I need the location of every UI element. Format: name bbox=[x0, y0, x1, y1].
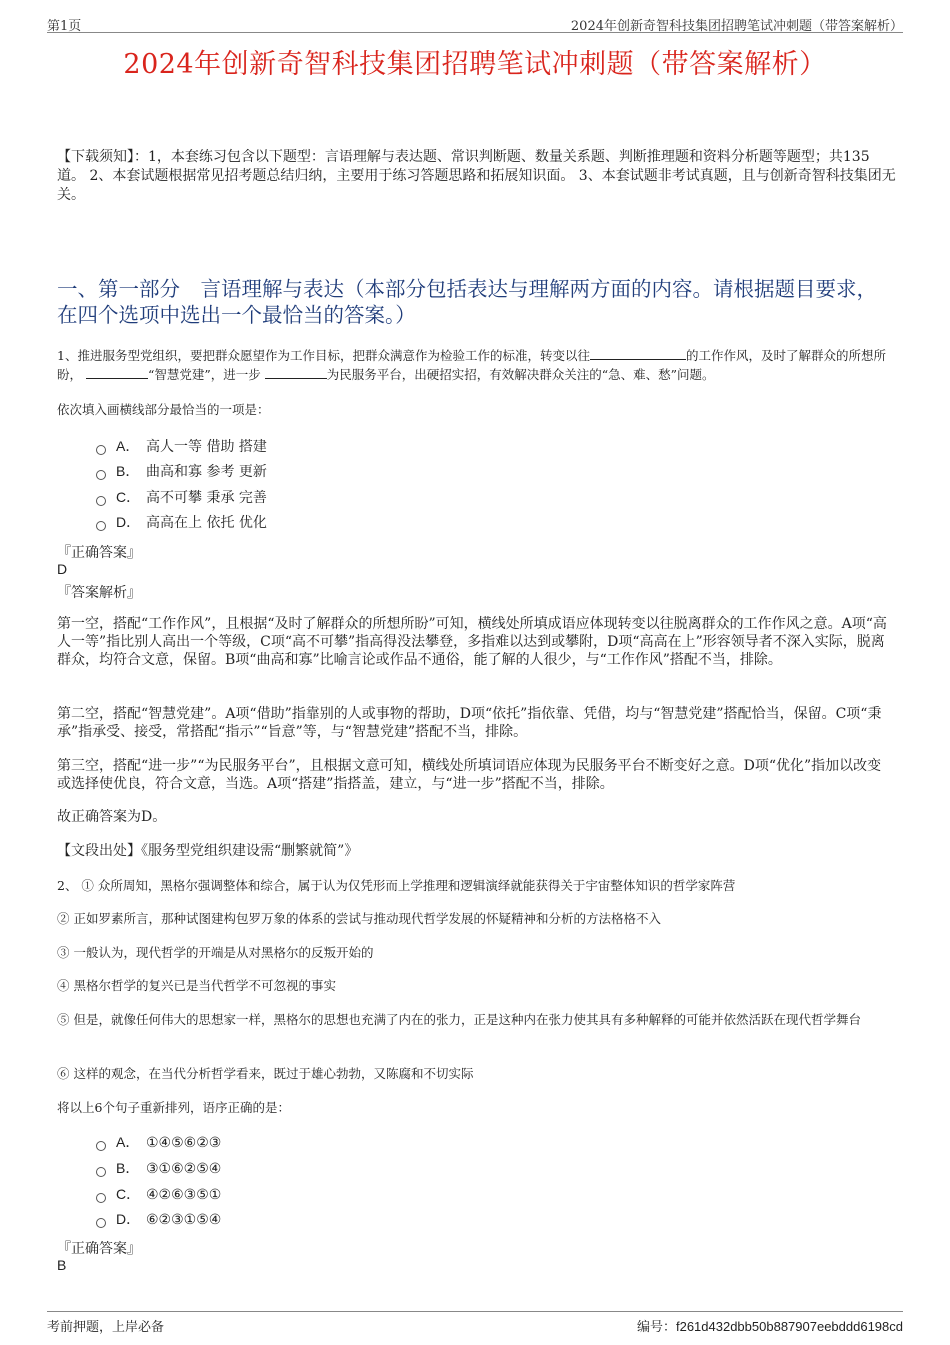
q2-option-b[interactable]: B． ③①⑥②⑤④ bbox=[96, 1157, 221, 1179]
q2-sentence-6: ⑥ 这样的观念，在当代分析哲学看来，既过于雄心勃勃，又陈腐和不切实际 bbox=[57, 1066, 474, 1081]
q2-option-c[interactable]: C． ④②⑥③⑤① bbox=[96, 1183, 221, 1205]
radio-icon[interactable] bbox=[96, 445, 106, 455]
page-header bbox=[47, 12, 903, 33]
q2-answer-label: 『正确答案』 bbox=[57, 1241, 141, 1257]
q2-sentence-2: ② 正如罗素所言，那种试图建构包罗万象的体系的尝试与推动现代哲学发展的怀疑精神和分析的方法格格不入 bbox=[57, 911, 661, 926]
q1-option-a[interactable]: A． 高人一等 借助 搭建 bbox=[96, 435, 267, 457]
footer-code: 编号：f261d432dbb50b887907eebddd6198cd bbox=[636, 1319, 903, 1335]
q2-sentence-5: ⑤ 但是，就像任何伟大的思想家一样，黑格尔的思想也充满了内在的张力，正是这种内在张力使其具有多种解释的可能并依然活跃在现代哲学舞台 bbox=[57, 1012, 861, 1027]
q1-option-b[interactable]: B． 曲高和寡 参考 更新 bbox=[96, 460, 267, 482]
q2-sentence-4: ④ 黑格尔哲学的复兴已是当代哲学不可忽视的事实 bbox=[57, 978, 336, 993]
document-title: 2024年创新奇智科技集团招聘笔试冲刺题（带答案解析） bbox=[123, 49, 827, 80]
radio-icon[interactable] bbox=[96, 496, 106, 506]
radio-icon[interactable] bbox=[96, 1167, 106, 1177]
q2-sentence-3: ③ 一般认为，现代哲学的开端是从对黑格尔的反叛开始的 bbox=[57, 945, 374, 960]
footer-slogan: 考前押题，上岸必备 bbox=[47, 1320, 165, 1335]
blank-3 bbox=[265, 366, 327, 379]
q1-text-2: 的工作作风，及时了解群众的所想所盼， bbox=[57, 348, 886, 382]
blank-1 bbox=[590, 347, 686, 360]
radio-icon[interactable] bbox=[96, 1193, 106, 1203]
q2-option-d[interactable]: D． ⑥②③①⑤④ bbox=[96, 1208, 221, 1230]
q1-text-1: 1、推进服务型党组织，要把群众愿望作为工作目标，把群众满意作为检验工作的标准，转变以往 bbox=[57, 348, 590, 363]
q1-option-c[interactable]: C． 高不可攀 秉承 完善 bbox=[96, 486, 267, 508]
radio-icon[interactable] bbox=[96, 470, 106, 480]
question-1-stem bbox=[57, 346, 897, 384]
download-notice: 【下载须知】：1，本套练习包含以下题型：言语理解与表达题、常识判断题、数量关系题、判断推理题和资料分析题等题型；共135道。 2、本套试题根据常见招考题总结归纳，主要用于练习答题思路和拓展知识面。 3、本套试题非考试真题，且与创新奇智科技集团无关。 bbox=[57, 149, 896, 203]
header-doc-title: 2024年创新奇智科技集团招聘笔试冲刺题（带答案解析） bbox=[570, 19, 903, 34]
q2-answer: B bbox=[57, 1257, 67, 1273]
q1-source: 【文段出处】《服务型党组织建设需“删繁就简”》 bbox=[57, 843, 359, 859]
q1-text-4: 为民服务平台，出硬招实招，有效解决群众关注的“急、难、愁”问题。 bbox=[326, 367, 715, 382]
q1-answer: D bbox=[57, 561, 68, 577]
page-number: 第1页 bbox=[47, 19, 82, 34]
section-heading: 一、第一部分 言语理解与表达（本部分包括表达与理解两方面的内容。请根据题目要求，在四个选项中选出一个最恰当的答案。） bbox=[57, 277, 877, 327]
q1-text-3: “智慧党建”，进一步 bbox=[148, 367, 261, 382]
radio-icon[interactable] bbox=[96, 1141, 106, 1151]
page-footer bbox=[47, 1311, 903, 1338]
q1-option-d[interactable]: D． 高高在上 依托 优化 bbox=[96, 511, 267, 533]
q1-analysis-3: 第三空，搭配“进一步”“为民服务平台”，且根据文意可知，横线处所填词语应体现为民服务平台不断变好之意。D项“优化”指加以改变或选择使优良，符合文意，当选。A项“搭建”指搭盖，建立，与“进一步”搭配不当，排除。 bbox=[57, 758, 882, 792]
q2-prompt: 将以上6个句子重新排列，语序正确的是： bbox=[57, 1100, 290, 1115]
radio-icon[interactable] bbox=[96, 521, 106, 531]
blank-2 bbox=[86, 366, 148, 379]
question-1-prompt: 依次填入画横线部分最恰当的一项是： bbox=[57, 402, 270, 417]
radio-icon[interactable] bbox=[96, 1218, 106, 1228]
q1-analysis-1: 第一空，搭配“工作作风”，且根据“及时了解群众的所想所盼”可知，横线处所填成语应体现转变以往脱离群众的工作作风之意。A项“高人一等”指比别人高出一个等级，C项“高不可攀”指高得没法攀登，多指难以达到或攀附，D项“高高在上”形容领导者不深入实际，脱离群众，均符合文意，保留。B项“曲高和寡”比喻言论或作品不通俗，能了解的人很少，与“工作作风”搭配不当，排除。 bbox=[57, 616, 887, 668]
q1-analysis-2: 第二空，搭配“智慧党建”。A项“借助”指靠别的人或事物的帮助，D项“依托”指依靠、凭借，均与“智慧党建”搭配恰当，保留。C项“秉承”指承受、接受，常搭配“指示”“旨意”等，与“智慧党建”搭配不当，排除。 bbox=[57, 706, 882, 740]
q2-option-a[interactable]: A． ①④⑤⑥②③ bbox=[96, 1131, 221, 1153]
q1-analysis-4: 故正确答案为D。 bbox=[57, 809, 167, 825]
q2-sentence-1: 2、 ① 众所周知，黑格尔强调整体和综合，属于认为仅凭形而上学推理和逻辑演绎就能获得关于宇宙整体知识的哲学家阵营 bbox=[57, 878, 736, 893]
q1-answer-label: 『正确答案』 bbox=[57, 545, 141, 561]
q1-analysis-label: 『答案解析』 bbox=[57, 585, 141, 601]
